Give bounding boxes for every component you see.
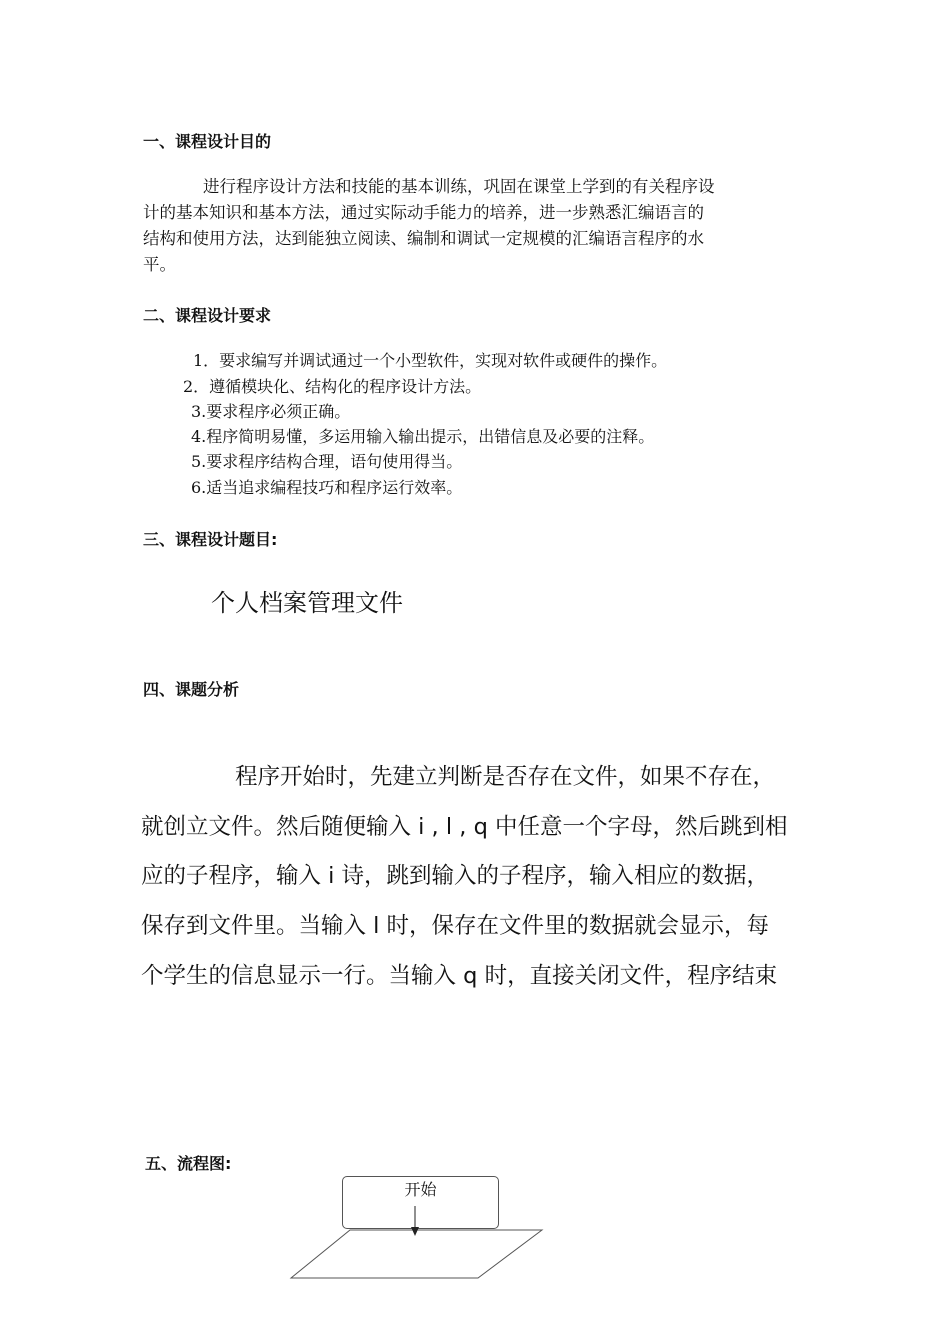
requirement-item-6: 6.适当追求编程技巧和程序运行效率。 xyxy=(191,478,463,497)
purpose-line-2: 计的基本知识和基本方法，通过实际动手能力的培养，进一步熟悉汇编语言的 xyxy=(143,203,704,222)
requirement-item-1: 1．要求编写并调试通过一个小型软件，实现对软件或硬件的操作。 xyxy=(193,351,668,370)
analysis-line-2: 就创立文件。然后随便输入 i , l , q 中任意一个字母，然后跳到相 xyxy=(141,814,788,840)
section-heading-analysis: 四、课题分析 xyxy=(143,680,240,699)
analysis-line-4: 保存到文件里。当输入 l 时，保存在文件里的数据就会显示，每 xyxy=(141,913,770,939)
flowchart-arrow-icon xyxy=(408,1206,422,1238)
section-heading-flowchart: 五、流程图: xyxy=(145,1154,232,1173)
flowchart-start-label: 开始 xyxy=(404,1180,437,1199)
purpose-line-3: 结构和使用方法，达到能独立阅读、编制和调试一定规模的汇编语言程序的水 xyxy=(143,229,704,248)
section-heading-topic: 三、课程设计题目: xyxy=(143,530,278,549)
purpose-line-4: 平。 xyxy=(143,255,176,274)
requirement-item-5: 5.要求程序结构合理，语句使用得当。 xyxy=(191,452,463,471)
requirement-item-2: 2．遵循模块化、结构化的程序设计方法。 xyxy=(183,377,482,396)
requirement-item-4: 4.程序简明易懂，多运用输入输出提示，出错信息及必要的注释。 xyxy=(191,427,655,446)
requirement-item-3: 3.要求程序必须正确。 xyxy=(191,402,351,421)
analysis-line-3: 应的子程序，输入 i 诗，跳到输入的子程序，输入相应的数据， xyxy=(141,863,770,889)
purpose-line-1: 进行程序设计方法和技能的基本训练，巩固在课堂上学到的有关程序设 xyxy=(203,177,715,196)
analysis-line-5: 个学生的信息显示一行。当输入 q 时，直接关闭文件，程序结束 xyxy=(141,963,778,989)
analysis-line-1: 程序开始时，先建立判断是否存在文件，如果不存在， xyxy=(235,764,776,790)
topic-title: 个人档案管理文件 xyxy=(211,589,403,617)
section-heading-purpose: 一、课程设计目的 xyxy=(143,132,272,151)
section-heading-requirements: 二、课程设计要求 xyxy=(143,306,272,325)
